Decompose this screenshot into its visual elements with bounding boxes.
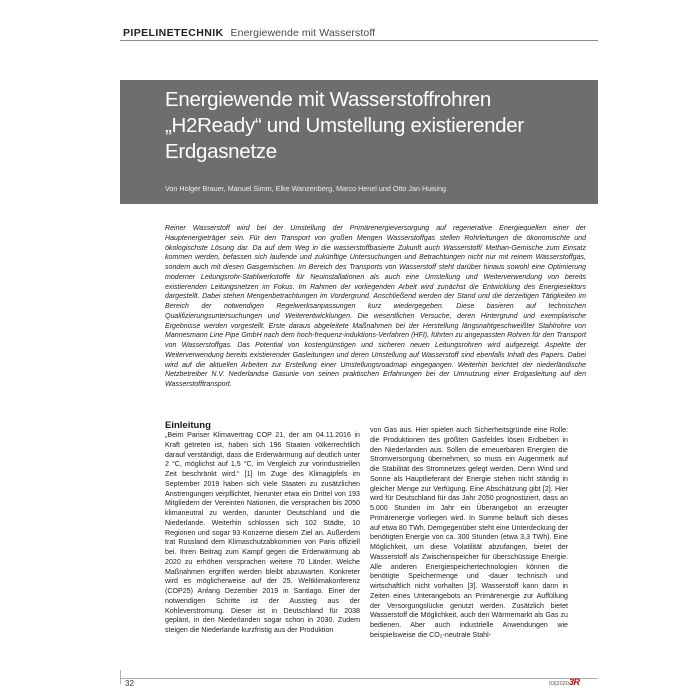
article-abstract: Reiner Wasserstoff wird bei der Umstellung der Primärenergieversorgung auf regenerative Energiequellen einer der Hauptenergieträger sein. Für den Transport von großen Mengen Wasserstoffgas stellen Rohrleitungen die ökonomischte und ökologischste Lösung dar. Da auf dem Weg in die wasserstoffbasierte Zukunft auch Wasserstoff/ Methan-Gemische zum Einsatz kommen werden, befassen sich laufende und zukünftige Untersuchungen und Betrachtungen nicht nur mit reinem Wasserstoffgas, sondern auch mit diesen Gasgemischen. Im Bereich des Transports von Wasserstoff steht darüber hinaus sowohl eine Optimierung moderner Leitungsrohr-Stahlwerkstoffe für Neuinstallationen als auch eine Umstellung und Weiterverwendung von bereits existierenden Leitungsnetzen im Fokus. Im Rahmen der vorliegenden Arbeit wird zunächst die Entwicklung des Energiesektors dargestellt. Dabei stehen Mengenbetrachtungen im Vordergrund. Anschließend werden der Stand und die derzeitigen Tätigkeiten im Bereich der notwendigen Regelwerksanpassungen kurz wiedergegeben. Diese basieren auf technischen Qualifizierungsuntersuchungen und Weiterentwicklungen. Die wesentlichen Versuche, deren Hintergrund und exemplarische Ergebnisse werden vorgestellt. Erste daraus abgeleitete Maßnahmen bei der Herstellung längsnahtgeschweißter Stahlrohre von Mannesmann Line Pipe GmbH nach dem hoch-frequenz-induktions-Verfahren (HFI), führten zu angepassten Rohren für den Transport von Wasserstoffgas. Das Potential von kostengünstigen und sicheren neuen Leitungsrohren wird aufgezeigt. Aspekte der Weiterverwendung bereits existierender Gasleitungen und deren Umstellung auf Wasserstoff sind ebenfalls Inhalt des Papers. Dabei wird auf die aktuellen Arbeiten zur Erstellung einer Umstellungsroadmap eingegangen. Weiterhin berichtet der niederländische Netzbetreiber N.V. Nederlandse Gasunie von seinen praktischen Erfahrungen bei der Umnutzung einer Erdgasleitung auf den Wasserstofftransport. [165, 225, 586, 388]
article-authors: Von Holger Brauer, Manuel Simm, Elke Wanzenberg, Marco Henel und Otto Jan Huising [165, 184, 446, 193]
section-heading-einleitung: Einleitung [165, 420, 211, 431]
running-head [123, 27, 375, 39]
body-column-left [165, 420, 360, 636]
body-text-left: „Beim Pariser Klimavertrag COP 21, der am 04.11.2016 in Kraft getreten ist, haben sich 196 Staaten völkerrechtlich darauf verständigt, dass die Erderwärmung auf deutlich unter 2 °C, möglichst auf 1,5 °C, im Vergleich zur vorindustriellen Zeit beschränkt wird.“ [1] Im Zuge des Klimagipfels im September 2019 haben sich viele Staaten zu zusätzlichen Anstrengungen verpflichtet, hierunter etwa ein Drittel von 193 Mitgliedern der Vereinten Nationen, die versprachen bis 2050 klimaneutral zu werden, darunter Deutschland und die Niederlande. Weiterhin schlossen sich 102 Städte, 10 Regionen und sogar 93 Konzerne diesem Ziel an. Außerdem trat Russland dem Klimaschutzabkommen von Paris offiziell bei. Ihren Beitrag zum Kampf gegen die Erderwärmung ab 2020 zu erhöhen versprachen weitere 70 Länder. Welche Maßnahmen ergriffen werden bleibt abzuwarten. Konkreter wird es möglicherweise auf der 25. Weltklimakonferenz (COP25) Anfang Dezember 2019 in Santiago. Einer der notwendigen Schritte ist der Ausstieg aus der Kohleverstromung. Dieser ist in Deutschland für 2038 geplant, in den Niederlanden sogar schon in 2030. Zudem steigen die Niederlande kurzfristig aus der Produktion [165, 431, 360, 634]
publisher-logo: 3R [569, 677, 580, 687]
issue-label: 03|2020 [549, 681, 569, 687]
body-column-right [370, 426, 568, 641]
running-head-section: PIPELINETECHNIK [123, 27, 224, 39]
running-head-topic: Energiewende mit Wasserstoff [230, 27, 376, 39]
page-number: 32 [125, 679, 134, 688]
article-title: Energiewende mit Wasserstoffrohren „H2Ready“ und Umstellung existierender Erdgasnetze [165, 88, 524, 163]
header-rule [120, 40, 598, 41]
body-text-right: von Gas aus. Hier spielen auch Sicherheitsgründe eine Rolle: die Produktionen des größten Gasfeldes lösen Erdbeben in den Niederlanden aus. Sollen die erneuerbaren Energien die Stromversorgung übernehmen, so muss ein Augenmerk auf die Stabilität des Stromnetzes gelegt werden. Denn Wind und Sonne als Hauptlieferant der Energie stehen nicht ständig in gleicher Menge zur Verfügung. Eine Abschätzung gibt [2]. Hier wird für Deutschland für das Jahr 2050 prognostiziert, dass an 5.000 Stunden im Jahr ein Überangebot an erzeugter Primärenergie vorliegen wird. In Summe beläuft sich dieses auf etwa 80 TWh. Demgegenüber steht eine Unterdeckung der benötigten Energie von ca. 300 Stunden (etwa 3,3 TWh). Eine Möglichkeit, um diese Volatilität abzufangen, bietet der Wasserstoff als Zwischenspeicher für überschüssige Energie. Alle anderen Energiespeichertechnologien können die benötigte Speichermenge und -dauer technisch und wirtschaftlich nicht vorhalten [3]. Wasserstoff kann dann in Zeiten eines Unterangebots an Primärenergie zur Auffüllung der Versorgungslücke genutzt werden. Zusätzlich bietet Wasserstoff die Möglichkeit, auch den Wärmemarkt als Gas zu bedienen. Aber auch industrielle Anwendungen wie beispielsweise die CO₂-neutrale Stahl- [370, 426, 568, 639]
footer-rule [120, 678, 598, 679]
page-number-mark [120, 670, 121, 684]
